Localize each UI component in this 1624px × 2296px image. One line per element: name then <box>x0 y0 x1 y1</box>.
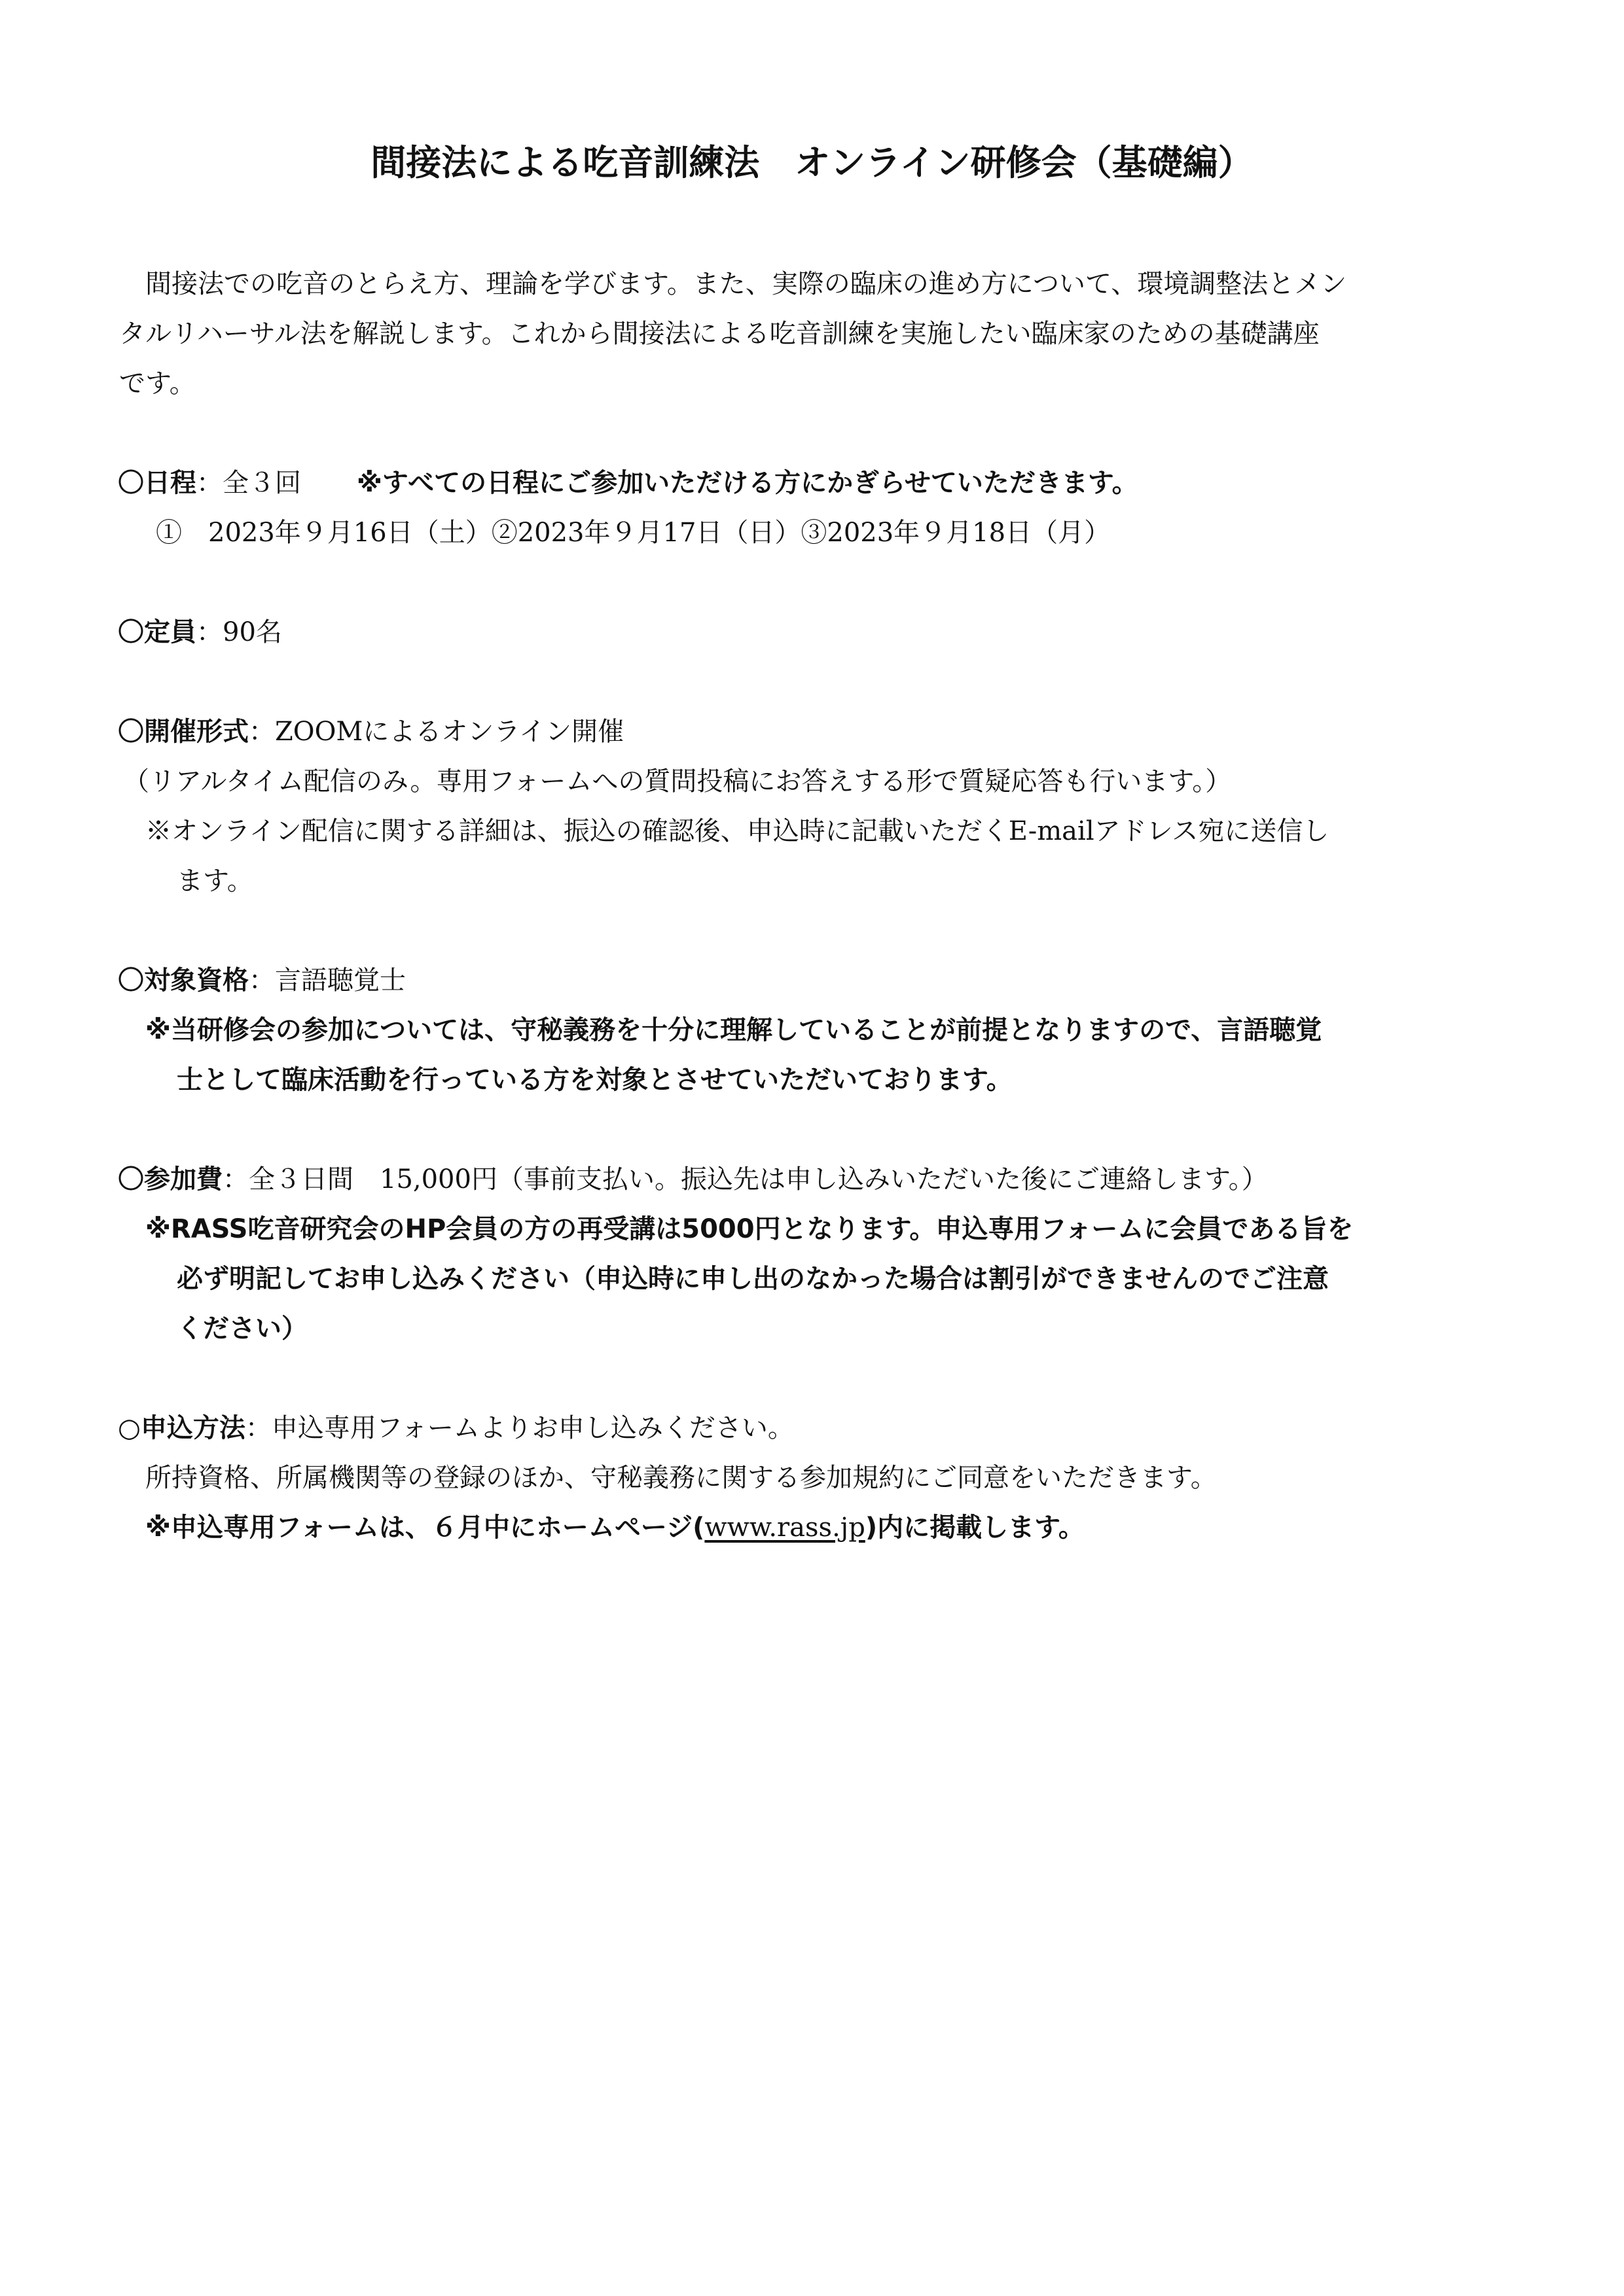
intro-line-3: です。 <box>119 368 196 399</box>
format-note-line-2: ます。 <box>177 866 253 896</box>
eligibility-note-line-1: ※当研修会の参加については、守秘義務を十分に理解していることが前提となりますので、言語聴覚 <box>145 1015 1322 1045</box>
fee-note-line-2: 必ず明記してお申し込みください（申込時に申し出のなかった場合は割引ができませんのでご注意 <box>177 1264 1329 1294</box>
application-value: 申込専用フォームよりお申し込みください。 <box>271 1413 794 1443</box>
schedule-note: ※すべての日程にご参加いただける方にかぎらせていただきます。 <box>357 468 1138 498</box>
application-bullet: ○ <box>118 1413 141 1443</box>
eligibility-note-line-2: 士として臨床活動を行っている方を対象とさせていただいております。 <box>177 1065 1013 1095</box>
format-bullet: 〇 <box>118 717 144 747</box>
fee-heading <box>118 1166 1268 1193</box>
fee-value: 全３日間 15,000円（事前支払い。振込先は申し込みいただいた後にご連絡します。） <box>249 1164 1268 1194</box>
application-sep: ： <box>245 1413 272 1443</box>
application-sub: 所持資格、所属機関等の登録のほか、守秘義務に関する参加規約にご同意をいただきます。 <box>145 1463 1217 1493</box>
format-label: 開催形式 <box>144 717 249 747</box>
page-title: 間接法による吃音訓練法 オンライン研修会（基礎編） <box>370 142 1254 183</box>
eligibility-heading <box>118 967 406 994</box>
fee-label: 参加費 <box>144 1164 223 1194</box>
intro-line-1: 間接法での吃音のとらえ方、理論を学びます。また、実際の臨床の進め方について、環境調整法とメン <box>145 269 1347 299</box>
fee-note-line-3: ください） <box>177 1314 308 1344</box>
format-note-line-1: ※オンライン配信に関する詳細は、振込の確認後、申込時に記載いただくE-mailアドレス宛に送信し <box>145 816 1329 846</box>
schedule-dates: ① 2023年９月16日（土）②2023年９月17日（日）③2023年９月18日（月） <box>156 518 1111 548</box>
fee-note-line-1: ※RASS吃音研究会のHP会員の方の再受講は5000円となります。申込専用フォームに会員である旨を <box>145 1214 1354 1244</box>
eligibility-bullet: 〇 <box>118 965 144 996</box>
eligibility-sep: ： <box>249 965 275 996</box>
format-sub: （リアルタイム配信のみ。専用フォームへの質問投稿にお答えする形で質疑応答も行います。） <box>123 766 1232 797</box>
schedule-value: 全３回 <box>223 468 301 498</box>
schedule-label: 日程 <box>144 468 196 498</box>
application-label: 申込方法 <box>140 1413 245 1443</box>
fee-sep: ： <box>223 1164 249 1194</box>
application-note-post: )内に掲載します。 <box>865 1513 1085 1543</box>
capacity-sep: ： <box>196 617 223 647</box>
eligibility-value: 言語聴覚士 <box>275 965 406 996</box>
capacity-bullet: 〇 <box>118 617 144 647</box>
schedule-sep: ： <box>196 468 223 498</box>
fee-bullet: 〇 <box>118 1164 144 1194</box>
schedule-heading <box>118 470 301 496</box>
capacity-label: 定員 <box>144 617 196 647</box>
capacity-heading <box>118 619 282 645</box>
capacity-value: 90名 <box>223 617 282 647</box>
format-value: ZOOMによるオンライン開催 <box>275 717 624 747</box>
application-note <box>145 1515 1085 1541</box>
intro-line-2: タルリハーサル法を解説します。これから間接法による吃音訓練を実施したい臨床家のための基礎講座 <box>119 319 1320 349</box>
homepage-link[interactable]: www.rass.jp <box>704 1513 865 1543</box>
application-heading <box>118 1415 794 1441</box>
eligibility-label: 対象資格 <box>144 965 249 996</box>
application-note-pre: ※申込専用フォームは、６月中にホームページ( <box>145 1513 705 1543</box>
format-heading <box>118 719 624 745</box>
format-sep: ： <box>249 717 275 747</box>
schedule-bullet: 〇 <box>118 468 144 498</box>
